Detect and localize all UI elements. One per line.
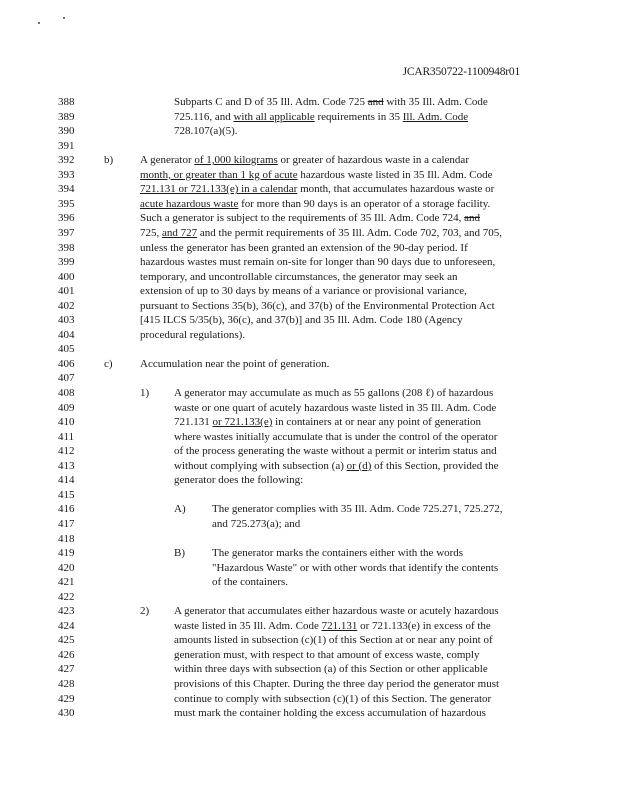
document-line [0, 227, 618, 240]
inserted-text: acute hazardous waste [140, 197, 239, 210]
line-text [174, 474, 303, 487]
document-line [0, 634, 618, 647]
document-line [0, 343, 618, 356]
document-line [0, 300, 618, 313]
line-text [174, 111, 468, 124]
line-number: 400 [58, 270, 75, 283]
text-run: in containers at or near any point of generation [272, 416, 481, 429]
line-number: 426 [58, 648, 75, 661]
document-line [0, 140, 618, 153]
line-text [174, 387, 493, 400]
text-run: where wastes initially accumulate that is under the control of the operator [174, 430, 498, 443]
line-text [174, 693, 491, 706]
line-number: 413 [58, 459, 75, 472]
text-run: provisions of this Chapter. During the three day period the generator must [174, 678, 500, 690]
inserted-text: or 721.133(e) [212, 416, 273, 429]
text-run: and 725.273(a); and [212, 517, 301, 530]
document-header-id: JCAR350722-1100948r01 [402, 66, 520, 78]
text-run: 725.116, and [174, 110, 234, 123]
inserted-text: with all applicable [233, 110, 315, 123]
line-number: 394 [58, 183, 75, 196]
document-line [0, 358, 618, 371]
document-line [0, 169, 618, 182]
line-number: 404 [58, 328, 75, 341]
text-run: without complying with subsection (a) [174, 459, 347, 472]
inserted-text: month, or greater than 1 kg of acute [140, 168, 298, 181]
document-line [0, 256, 618, 269]
line-number: 407 [58, 372, 75, 385]
document-line [0, 111, 618, 124]
line-number: 412 [58, 445, 75, 458]
document-line [0, 503, 618, 516]
document-line [0, 445, 618, 458]
line-number: 408 [58, 387, 75, 399]
text-run: amounts listed in subsection (c)(1) of this Section at or near any point of [174, 634, 493, 647]
text-run: procedural regulations). [140, 328, 246, 341]
line-number: 410 [58, 416, 75, 429]
line-number: 389 [58, 110, 75, 123]
document-line [0, 212, 618, 225]
text-run: 725, [140, 226, 162, 239]
text-run: A generator [140, 154, 195, 167]
line-number: 411 [58, 430, 75, 443]
line-number: 393 [58, 168, 75, 181]
line-text [174, 460, 498, 473]
line-number: 415 [58, 488, 75, 501]
line-text [140, 271, 458, 284]
line-text [140, 198, 490, 211]
line-number: 398 [58, 241, 75, 254]
line-text [212, 518, 300, 531]
text-run: waste or one quart of acutely hazardous waste listed in 35 Ill. Adm. Code [174, 401, 497, 414]
document-line [0, 154, 618, 167]
document-line [0, 547, 618, 560]
line-text [174, 605, 499, 618]
line-text [140, 285, 467, 298]
document-line [0, 402, 618, 415]
text-run: or 721.133(e) in excess of the [357, 619, 491, 632]
line-number: 419 [58, 547, 75, 560]
text-run: hazardous waste listed in 35 Ill. Adm. Code [297, 168, 493, 181]
line-text [174, 125, 238, 138]
line-number: 388 [58, 96, 75, 108]
text-run: generation must, with respect to that amount of excess waste, comply [174, 648, 480, 661]
text-run: continue to comply with subsection (c)(1) of this Section. The generator [174, 692, 492, 705]
line-number: 391 [58, 139, 75, 152]
line-number: 416 [58, 503, 75, 516]
deleted-text: and [464, 212, 481, 225]
line-number: 428 [58, 678, 75, 690]
line-number: 429 [58, 692, 75, 705]
line-number: 392 [58, 154, 75, 167]
line-text [140, 314, 463, 327]
text-run: of the containers. [212, 576, 289, 589]
inserted-text: or (d) [346, 459, 372, 472]
line-number: 399 [58, 256, 75, 269]
line-text [140, 300, 495, 313]
inserted-text: and 727 [162, 226, 198, 239]
subsection-label: 1) [140, 387, 150, 399]
subsection-label: b) [104, 154, 114, 167]
line-text [140, 256, 495, 269]
line-text [140, 329, 245, 342]
line-text [174, 431, 497, 444]
text-run: 728.107(a)(5). [174, 125, 238, 138]
document-line [0, 372, 618, 385]
inserted-text: Ill. Adm. Code [402, 110, 469, 123]
document-line [0, 474, 618, 487]
line-number: 423 [58, 605, 75, 618]
line-text [174, 663, 488, 676]
line-text [140, 183, 494, 196]
document-line [0, 271, 618, 284]
line-number: 417 [58, 517, 75, 530]
document-line [0, 387, 618, 400]
line-text [174, 678, 499, 691]
text-run: A generator may accumulate as much as 55 gallons (208 ℓ) of hazardous [174, 387, 494, 399]
line-text [174, 445, 497, 458]
text-run: of the process generating the waste without a permit or interim status and [174, 445, 497, 458]
document-line [0, 576, 618, 589]
text-run: hazardous wastes must remain on-site for longer than 90 days due to unforeseen, [140, 256, 496, 269]
document-line [0, 489, 618, 502]
text-run: must mark the container holding the excess accumulation of hazardous [174, 707, 486, 720]
text-run: of this Section, provided the [371, 459, 499, 472]
line-number: 401 [58, 285, 75, 298]
document-line [0, 605, 618, 618]
text-run: pursuant to Sections 35(b), 36(c), and 37(b) of the Environmental Protection Act [140, 299, 495, 312]
line-text [212, 562, 498, 575]
text-run: extension of up to 30 days by means of a variance or provisional variance, [140, 285, 467, 298]
line-number: 425 [58, 634, 75, 647]
document-line [0, 591, 618, 604]
line-text [174, 707, 486, 720]
document-line [0, 314, 618, 327]
line-number: 397 [58, 226, 75, 239]
document-line [0, 183, 618, 196]
line-text [140, 242, 468, 255]
line-number: 414 [58, 474, 75, 487]
line-number: 396 [58, 212, 75, 225]
line-text [140, 227, 502, 240]
line-text [140, 169, 493, 182]
text-run: with 35 Ill. Adm. Code [383, 96, 488, 108]
text-run: waste listed in 35 Ill. Adm. Code [174, 619, 322, 632]
subsection-label: 2) [140, 605, 150, 618]
line-number: 395 [58, 197, 75, 210]
line-number: 418 [58, 532, 75, 545]
text-run: Such a generator is subject to the requirements of 35 Ill. Adm. Code 724, [140, 212, 465, 225]
document-line [0, 125, 618, 138]
text-run: within three days with subsection (a) of this Section or other applicable [174, 663, 488, 676]
text-run: [415 ILCS 5/35(b), 36(c), and 37(b)] and 35 Ill. Adm. Code 180 (Agency [140, 314, 463, 327]
document-line [0, 416, 618, 429]
document-line [0, 620, 618, 633]
line-number: 420 [58, 561, 75, 574]
line-text [174, 96, 488, 109]
line-number: 424 [58, 619, 75, 632]
inserted-text: 721.131 or 721.133(e) in a calendar [140, 183, 298, 196]
text-run: generator does the following: [174, 474, 304, 487]
inserted-text: 721.131 [321, 619, 358, 632]
line-text [140, 358, 329, 371]
text-run: requirements in 35 [314, 110, 403, 123]
document-line [0, 562, 618, 575]
line-text [174, 620, 491, 633]
line-text [174, 634, 493, 647]
line-text [174, 649, 479, 662]
line-text [140, 212, 480, 225]
subsection-label: c) [104, 357, 113, 370]
line-text [140, 154, 469, 167]
text-run: The generator marks the containers either with the words [212, 547, 464, 560]
line-number: 421 [58, 576, 75, 589]
line-text [212, 547, 463, 560]
document-line [0, 329, 618, 342]
document-line [0, 693, 618, 706]
document-line [0, 460, 618, 473]
line-number: 405 [58, 343, 75, 356]
document-line [0, 533, 618, 546]
line-text [174, 402, 496, 415]
deleted-text: and [367, 96, 384, 108]
scan-speck [38, 22, 40, 24]
text-run: for more than 90 days is an operator of a storage facility. [238, 197, 491, 210]
subsection-label: B) [174, 547, 185, 560]
text-run: Accumulation near the point of generation. [140, 357, 330, 370]
document-line [0, 285, 618, 298]
text-run: month, that accumulates hazardous waste or [297, 183, 495, 196]
text-run: The generator complies with 35 Ill. Adm. Code 725.271, 725.272, [212, 503, 503, 516]
text-run: 721.131 [174, 416, 213, 429]
document-line [0, 242, 618, 255]
text-run: Subparts C and D of 35 Ill. Adm. Code 725 [174, 96, 368, 108]
document-line [0, 96, 618, 109]
document-line [0, 707, 618, 720]
text-run: unless the generator has been granted an extension of the 90-day period. If [140, 241, 468, 254]
document-line [0, 663, 618, 676]
line-number: 390 [58, 125, 75, 138]
line-number: 403 [58, 314, 75, 327]
text-run: "Hazardous Waste" or with other words that identify the contents [212, 561, 499, 574]
text-run: A generator that accumulates either hazardous waste or acutely hazardous [174, 605, 499, 618]
text-run: or greater of hazardous waste in a calendar [277, 154, 469, 167]
document-line [0, 198, 618, 211]
line-text [212, 576, 288, 589]
document-line [0, 518, 618, 531]
text-run: temporary, and uncontrollable circumstances, the generator may seek an [140, 270, 458, 283]
line-number: 422 [58, 590, 75, 603]
line-number: 402 [58, 299, 75, 312]
line-text [174, 416, 481, 429]
line-number: 427 [58, 663, 75, 676]
subsection-label: A) [174, 503, 186, 516]
text-run: and the permit requirements of 35 Ill. Adm. Code 702, 703, and 705, [197, 226, 503, 239]
inserted-text: of 1,000 kilograms [194, 154, 278, 167]
document-line [0, 431, 618, 444]
line-text [212, 503, 503, 516]
line-number: 406 [58, 357, 75, 370]
line-number: 409 [58, 401, 75, 414]
scan-speck [63, 17, 65, 19]
document-line [0, 649, 618, 662]
line-number: 430 [58, 707, 75, 720]
document-line [0, 678, 618, 691]
